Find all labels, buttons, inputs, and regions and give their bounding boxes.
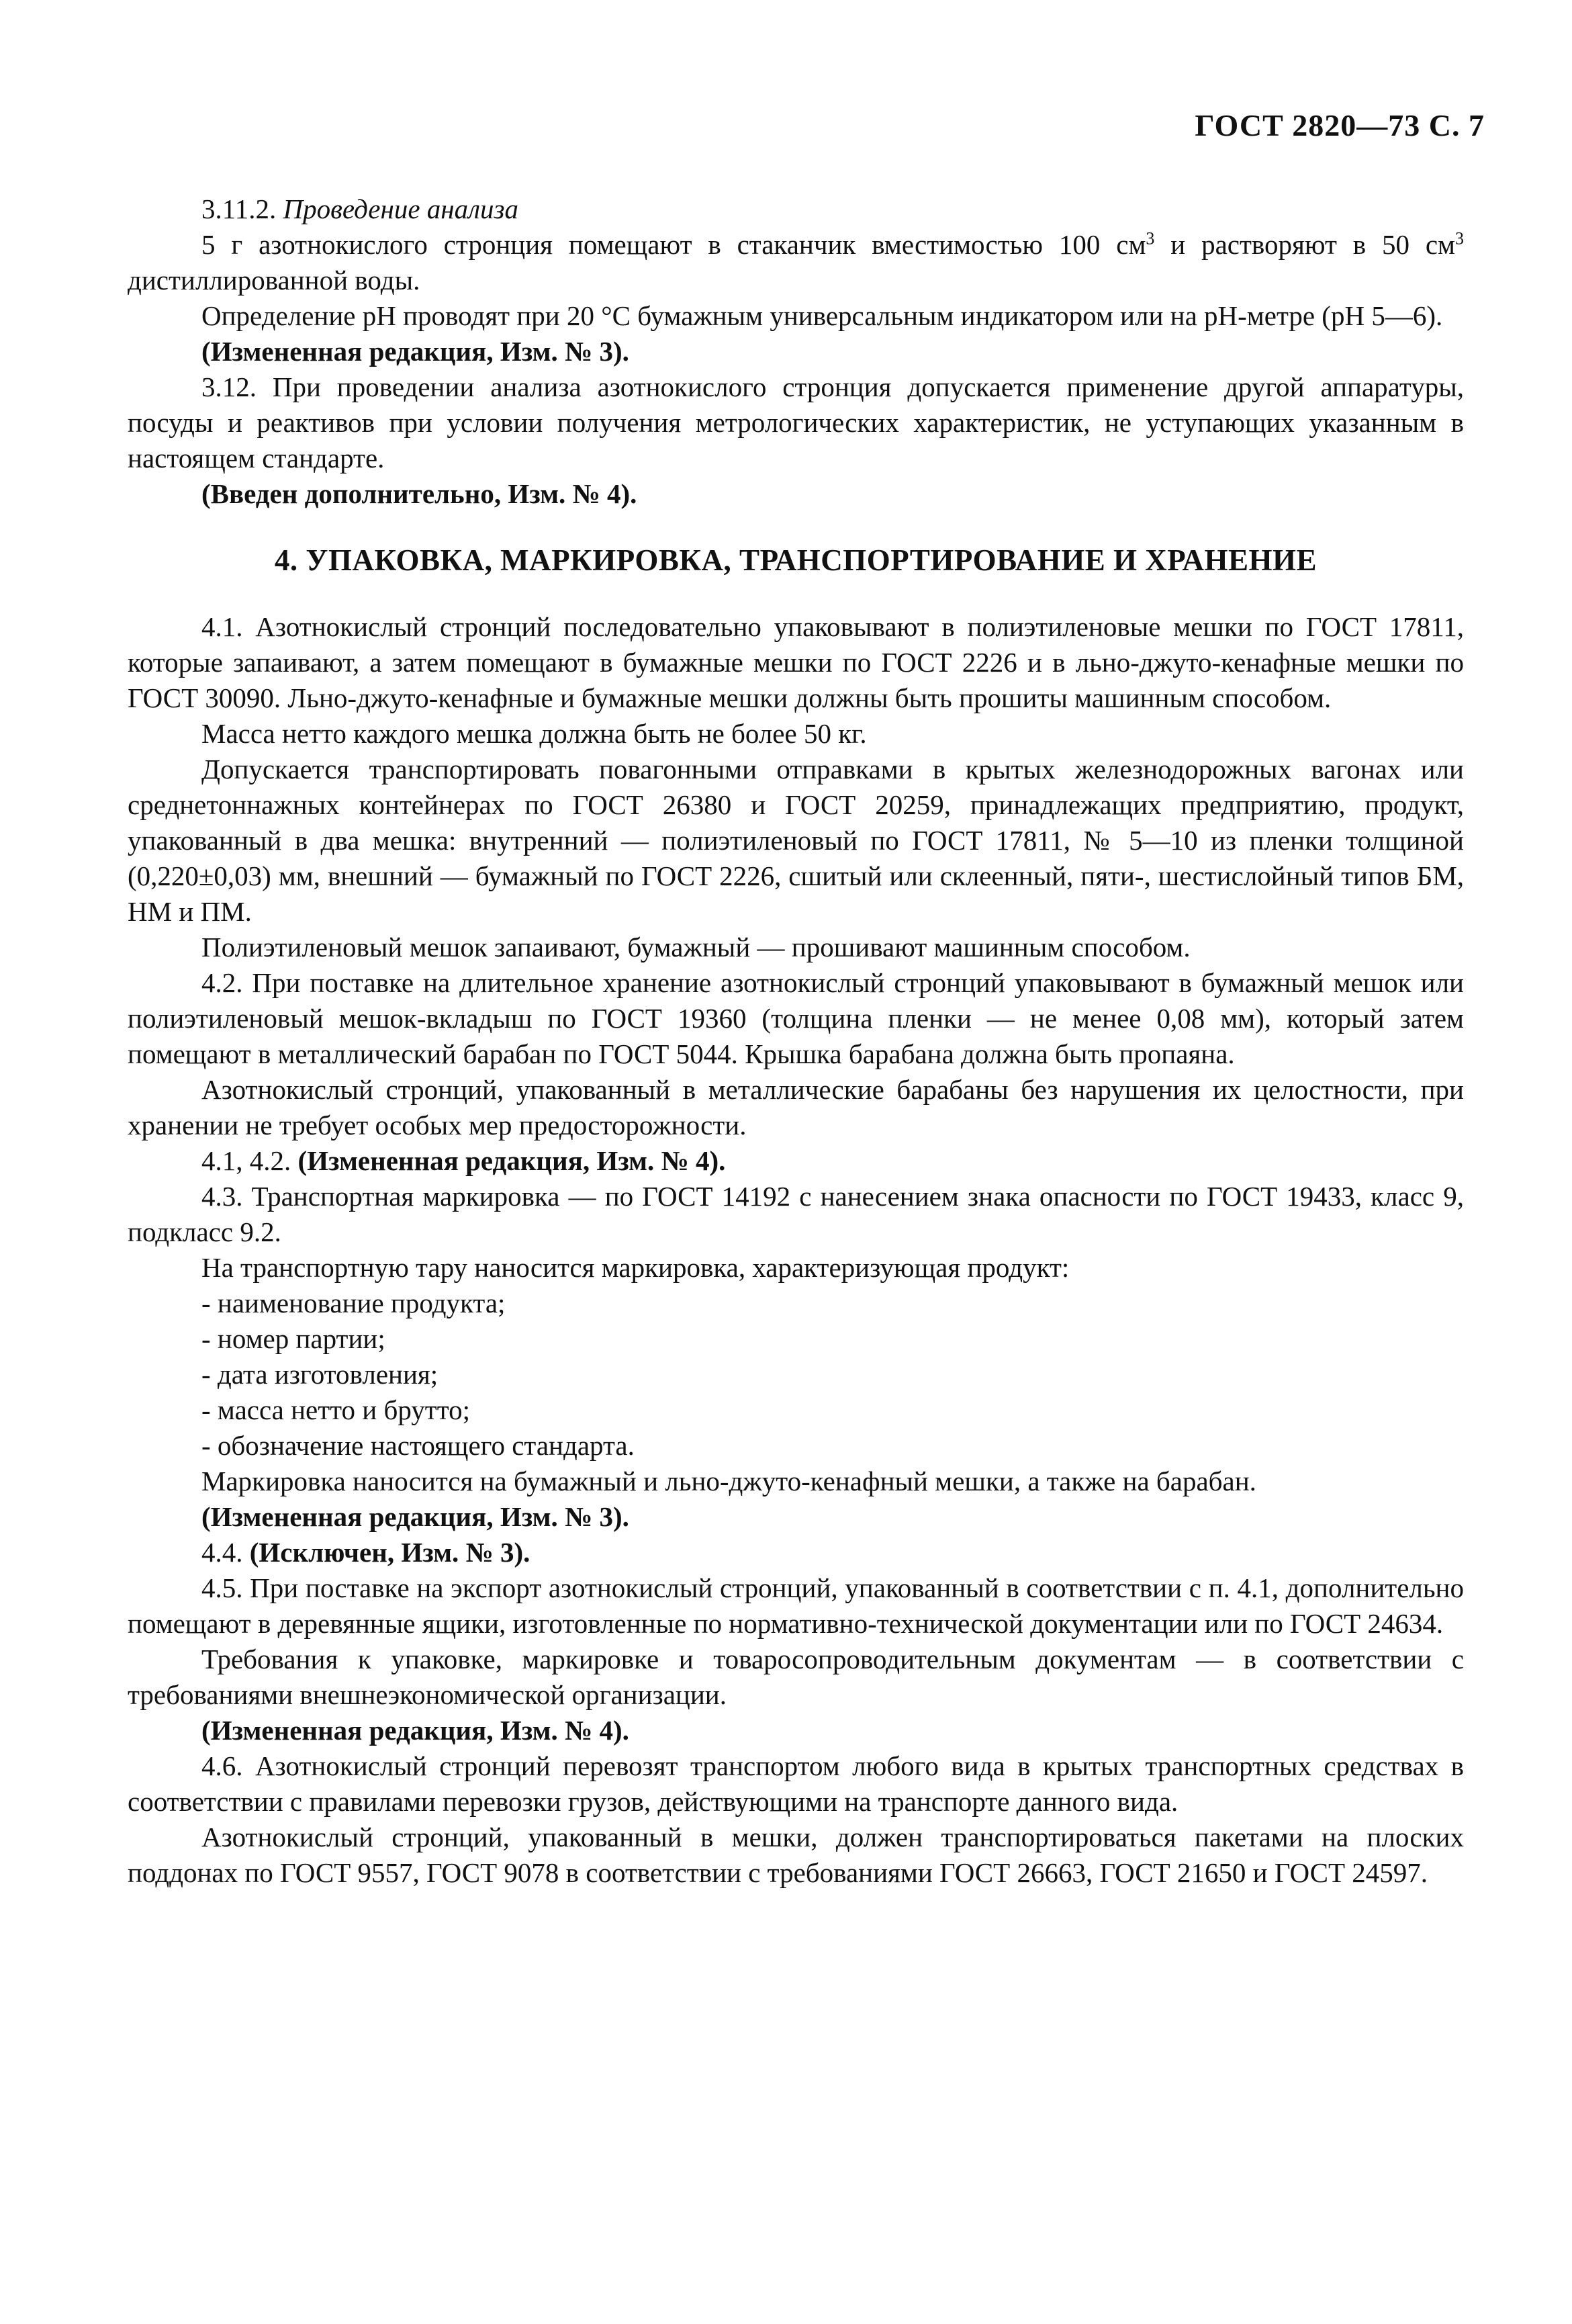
amendment-note: (Измененная редакция, Изм. № 4). [201,1715,629,1746]
clause-4-3: 4.3. Транспортная маркировка — по ГОСТ 14192 с нанесением знака опасности по ГОСТ 19433, класс 9, подкласс 9.2. [128,1181,1464,1247]
clause-3-11-2-heading [128,191,1464,227]
analysis-procedure-text [128,227,1464,298]
transport-allowance-text: Допускается транспортировать повагонными отправками в крытых железнодорожных вагонах или среднетоннажных контейнерах по ГОСТ 26380 и ГОСТ 20259, принадлежащих предприятию, продукт, упакованный в два мешка: внутренний — полиэтиленовый по ГОСТ 17811, № 5—10 из пленки толщиной (0,220±0,03) мм, внешний — бумажный по ГОСТ 2226, сшитый или склеенный, пяти-, шестислойный типов БМ, НМ и ПМ. [128,754,1464,927]
clause-4-4 [128,1535,1464,1570]
amendment-note: (Измененная редакция, Изм. № 4). [297,1145,726,1176]
amendment-note: (Введен дополнительно, Изм. № 4). [201,478,637,509]
section-4-title: 4. УПАКОВКА, МАРКИРОВКА, ТРАНСПОРТИРОВАНИЕ И ХРАНЕНИЕ [274,543,1317,577]
superscript-3: 3 [1146,228,1155,249]
barrel-storage-text: Азотнокислый стронций, упакованный в металлические барабаны без нарушения их целостности, при хранении не требует особых мер предосторожности. [128,1074,1464,1141]
list-item: - дата изготовления; [201,1359,438,1390]
ph-determination-text: Определение pH проводят при 20 °С бумажным универсальным индикатором или на pH-метре (pH 5—6). [201,300,1443,331]
pallet-transport-text: Азотнокислый стронций, упакованный в мешки, должен транспортироваться пакетами на плоских поддонах по ГОСТ 9557, ГОСТ 9078 в соответствии с требованиями ГОСТ 26663, ГОСТ 21650 и ГОСТ 24597. [128,1822,1464,1888]
list-item: - масса нетто и брутто; [201,1394,470,1425]
marking-intro-text: На транспортную тару наносится маркировка, характеризующая продукт: [201,1252,1070,1283]
clause-number: 4.1, 4.2. [201,1145,298,1176]
analysis-text-part-2: и растворяют в 50 см [1154,229,1455,260]
clause-4-5: 4.5. При поставке на экспорт азотнокислый стронций, упакованный в соответствии с п. 4.1, дополнительно помещают в деревянные ящики, изготовленные по нормативно-технической документации или по ГОСТ 24634. [128,1572,1464,1639]
running-head: ГОСТ 2820—73 С. 7 [1195,108,1485,142]
amendment-note: (Измененная редакция, Изм. № 3). [201,336,629,367]
list-item: - номер партии; [201,1323,385,1354]
net-mass-text: Масса нетто каждого мешка должна быть не более 50 кг. [201,718,867,749]
excluded-note: (Исключен, Изм. № 3). [249,1537,530,1568]
marking-applied-text: Маркировка наносится на бумажный и льно-джуто-кенафный мешки, а также на барабан. [201,1466,1256,1496]
clause-4-1: 4.1. Азотнокислый стронций последовательно упаковывают в полиэтиленовые мешки по ГОСТ 17811, которые запаивают, а затем помещают в бумажные мешки по ГОСТ 2226 и в льно-джуто-кенафные мешки по ГОСТ 30090. Льно-джуто-кенафные и бумажные мешки должны быть прошиты машинным способом. [128,611,1464,713]
sealing-text: Полиэтиленовый мешок запаивают, бумажный — прошивают машинным способом. [201,932,1191,963]
list-item: - обозначение настоящего стандарта. [201,1430,635,1461]
page-body [128,191,1464,1891]
clause-4-6: 4.6. Азотнокислый стронций перевозят транспортом любого вида в крытых транспортных средствах в соответствии с правилами перевозки грузов, действующими на транспорте данного вида. [128,1750,1464,1817]
analysis-text-part-1: 5 г азотнокислого стронция помещают в стаканчик вместимостью 100 см [201,229,1146,260]
clause-number: 3.11.2. [201,193,283,224]
clause-4-2: 4.2. При поставке на длительное хранение азотнокислый стронций упаковывают в бумажный мешок или полиэтиленовый мешок-вкладыш по ГОСТ 19360 (толщина пленки — не менее 0,08 мм), который затем помещают в металлический барабан по ГОСТ 5044. Крышка барабана должна быть пропаяна. [128,967,1464,1069]
list-item: - наименование продукта; [201,1288,506,1319]
export-requirements-text: Требования к упаковке, маркировке и товаросопроводительным документам — в соответствии с требованиями внешнеэкономической организации. [128,1644,1464,1710]
amendment-note: (Измененная редакция, Изм. № 3). [201,1501,629,1532]
analysis-text-part-3: дистиллированной воды. [128,265,420,296]
clause-number: 4.4. [201,1537,250,1568]
superscript-3: 3 [1455,228,1464,249]
amendment-note-4-1-4-2 [128,1143,1464,1179]
clause-3-12: 3.12. При проведении анализа азотнокислого стронция допускается применение другой аппаратуры, посуды и реактивов при условии получения метрологических характеристик, не уступающих указанным в настоящем стандарте. [128,371,1464,474]
clause-title: Проведение анализа [283,193,519,224]
